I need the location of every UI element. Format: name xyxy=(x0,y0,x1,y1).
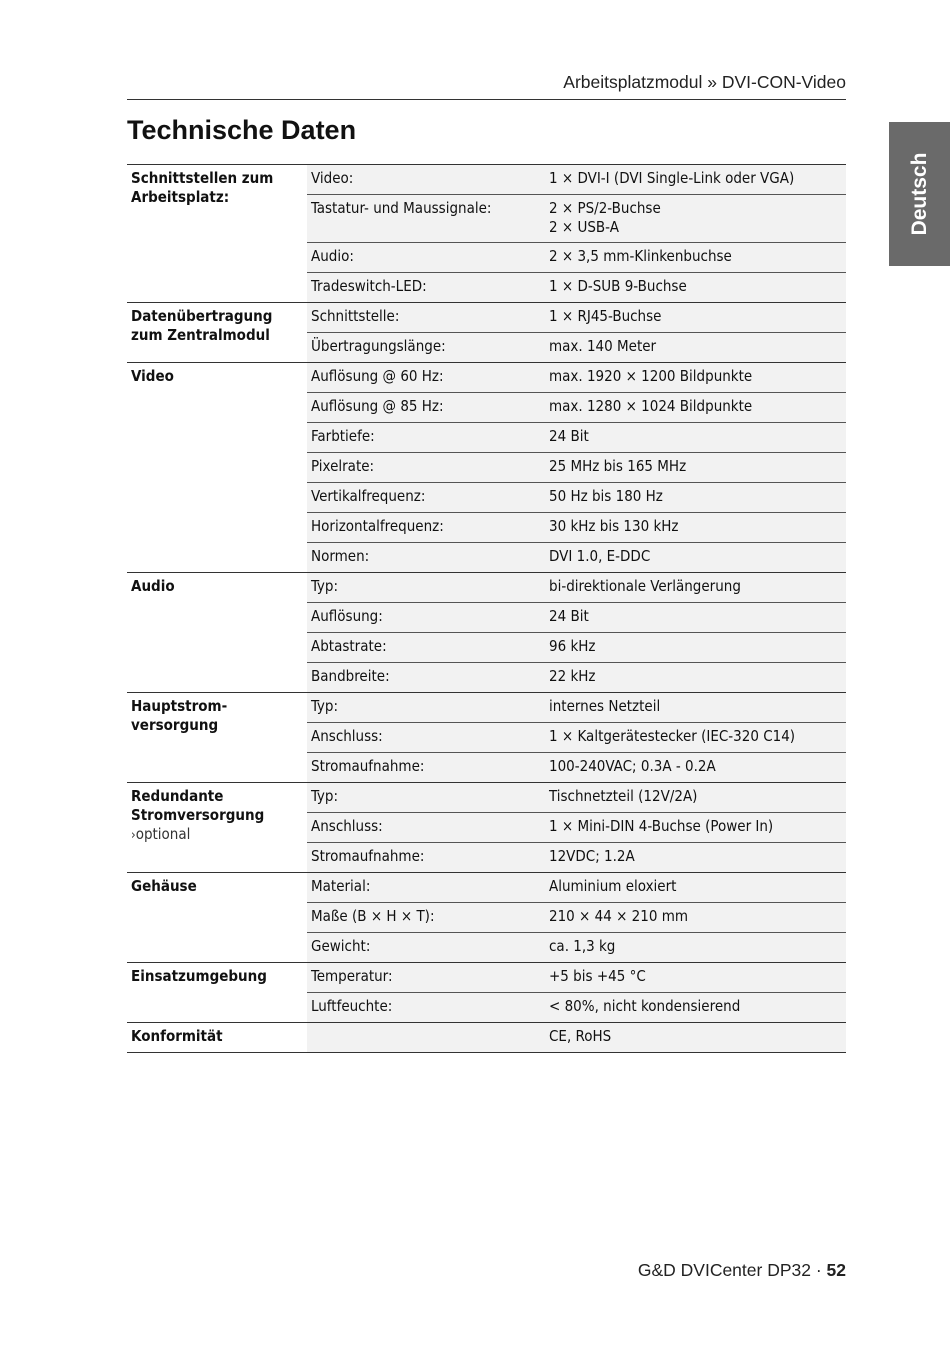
spec-key: Gewicht: xyxy=(307,933,545,963)
spec-value: internes Netzteil xyxy=(545,693,846,723)
spec-key: Vertikalfrequenz: xyxy=(307,483,545,513)
spec-value: 1 × Mini-DIN 4-Buchse (Power In) xyxy=(545,813,846,843)
spec-key: Material: xyxy=(307,873,545,903)
spec-table xyxy=(127,164,846,1053)
spec-category xyxy=(127,363,307,573)
spec-category-note: › optional xyxy=(131,825,303,845)
spec-key: Anschluss: xyxy=(307,723,545,753)
spec-category xyxy=(127,783,307,873)
spec-value: bi-direktionale Verlängerung xyxy=(545,573,846,603)
spec-value: 25 MHz bis 165 MHz xyxy=(545,453,846,483)
spec-key: Audio: xyxy=(307,243,545,273)
language-tab-label: Deutsch xyxy=(907,152,931,236)
spec-key: Abtastrate: xyxy=(307,633,545,663)
spec-row xyxy=(127,303,846,333)
spec-row xyxy=(127,1023,846,1053)
spec-category xyxy=(127,693,307,783)
spec-key: Anschluss: xyxy=(307,813,545,843)
spec-key: Pixelrate: xyxy=(307,453,545,483)
spec-value: 1 × Kaltgerätestecker (IEC-320 C14) xyxy=(545,723,846,753)
spec-row xyxy=(127,873,846,903)
footer-product: G&D DVICenter DP32 · xyxy=(637,1260,827,1280)
spec-key: Stromaufnahme: xyxy=(307,753,545,783)
spec-value: 30 kHz bis 130 kHz xyxy=(545,513,846,543)
spec-key: Auflösung @ 60 Hz: xyxy=(307,363,545,393)
language-tab xyxy=(889,122,950,266)
spec-key xyxy=(307,1023,545,1053)
spec-category-label: Gehäuse xyxy=(131,877,197,895)
spec-value: +5 bis +45 °C xyxy=(545,963,846,993)
spec-value: 96 kHz xyxy=(545,633,846,663)
spec-key: Temperatur: xyxy=(307,963,545,993)
spec-row xyxy=(127,783,846,813)
spec-value: 22 kHz xyxy=(545,663,846,693)
spec-key: Übertragungslänge: xyxy=(307,333,545,363)
spec-key: Auflösung @ 85 Hz: xyxy=(307,393,545,423)
spec-value: DVI 1.0, E-DDC xyxy=(545,543,846,573)
spec-key: Maße (B × H × T): xyxy=(307,903,545,933)
spec-value: 100-240VAC; 0.3A - 0.2A xyxy=(545,753,846,783)
spec-row xyxy=(127,573,846,603)
spec-value: 2 × PS/2-Buchse 2 × USB-A xyxy=(545,195,846,243)
spec-category xyxy=(127,303,307,363)
spec-category xyxy=(127,963,307,1023)
page-title: Technische Daten xyxy=(127,115,357,145)
spec-value: 50 Hz bis 180 Hz xyxy=(545,483,846,513)
spec-key: Tastatur- und Maussignale: xyxy=(307,195,545,243)
spec-value: 12VDC; 1.2A xyxy=(545,843,846,873)
running-header: Arbeitsplatzmodul » DVI-CON-Video xyxy=(127,72,846,100)
spec-key: Horizontalfrequenz: xyxy=(307,513,545,543)
spec-category-label: Redundante Stromversorgung xyxy=(131,787,265,824)
spec-value: Aluminium eloxiert xyxy=(545,873,846,903)
page-footer xyxy=(127,1260,846,1281)
spec-category-label: Hauptstrom- versorgung xyxy=(131,697,228,734)
spec-category-label: Video xyxy=(131,367,174,385)
spec-value: CE, RoHS xyxy=(545,1023,846,1053)
spec-row xyxy=(127,963,846,993)
spec-value: max. 1280 × 1024 Bildpunkte xyxy=(545,393,846,423)
spec-key: Farbtiefe: xyxy=(307,423,545,453)
page-number: 52 xyxy=(826,1260,846,1280)
spec-value: 24 Bit xyxy=(545,423,846,453)
spec-category xyxy=(127,873,307,963)
spec-value: ca. 1,3 kg xyxy=(545,933,846,963)
spec-key: Bandbreite: xyxy=(307,663,545,693)
spec-value: 1 × DVI-I (DVI Single-Link oder VGA) xyxy=(545,165,846,195)
spec-category xyxy=(127,1023,307,1053)
spec-value: Tischnetzteil (12V/2A) xyxy=(545,783,846,813)
spec-key: Typ: xyxy=(307,783,545,813)
spec-category-label: Einsatzumgebung xyxy=(131,967,267,985)
spec-category-label: Datenübertragung zum Zentralmodul xyxy=(131,307,273,344)
spec-category xyxy=(127,165,307,303)
spec-category xyxy=(127,573,307,693)
spec-key: Typ: xyxy=(307,693,545,723)
spec-key: Auflösung: xyxy=(307,603,545,633)
spec-category-label: Konformität xyxy=(131,1027,223,1045)
spec-row xyxy=(127,165,846,195)
spec-category-label: Audio xyxy=(131,577,175,595)
spec-value: < 80%, nicht kondensierend xyxy=(545,993,846,1023)
spec-value: 2 × 3,5 mm-Klinkenbuchse xyxy=(545,243,846,273)
spec-key: Typ: xyxy=(307,573,545,603)
spec-value: 1 × RJ45-Buchse xyxy=(545,303,846,333)
spec-row xyxy=(127,363,846,393)
spec-key: Schnittstelle: xyxy=(307,303,545,333)
spec-key: Luftfeuchte: xyxy=(307,993,545,1023)
spec-value: 210 × 44 × 210 mm xyxy=(545,903,846,933)
spec-value: max. 140 Meter xyxy=(545,333,846,363)
spec-value: 24 Bit xyxy=(545,603,846,633)
spec-key: Video: xyxy=(307,165,545,195)
spec-value: 1 × D-SUB 9-Buchse xyxy=(545,273,846,303)
spec-value: max. 1920 × 1200 Bildpunkte xyxy=(545,363,846,393)
spec-key: Normen: xyxy=(307,543,545,573)
spec-key: Stromaufnahme: xyxy=(307,843,545,873)
spec-table-body xyxy=(127,165,846,1053)
spec-row xyxy=(127,693,846,723)
spec-category-label: Schnittstellen zum Arbeitsplatz: xyxy=(131,169,274,206)
spec-key: Tradeswitch-LED: xyxy=(307,273,545,303)
